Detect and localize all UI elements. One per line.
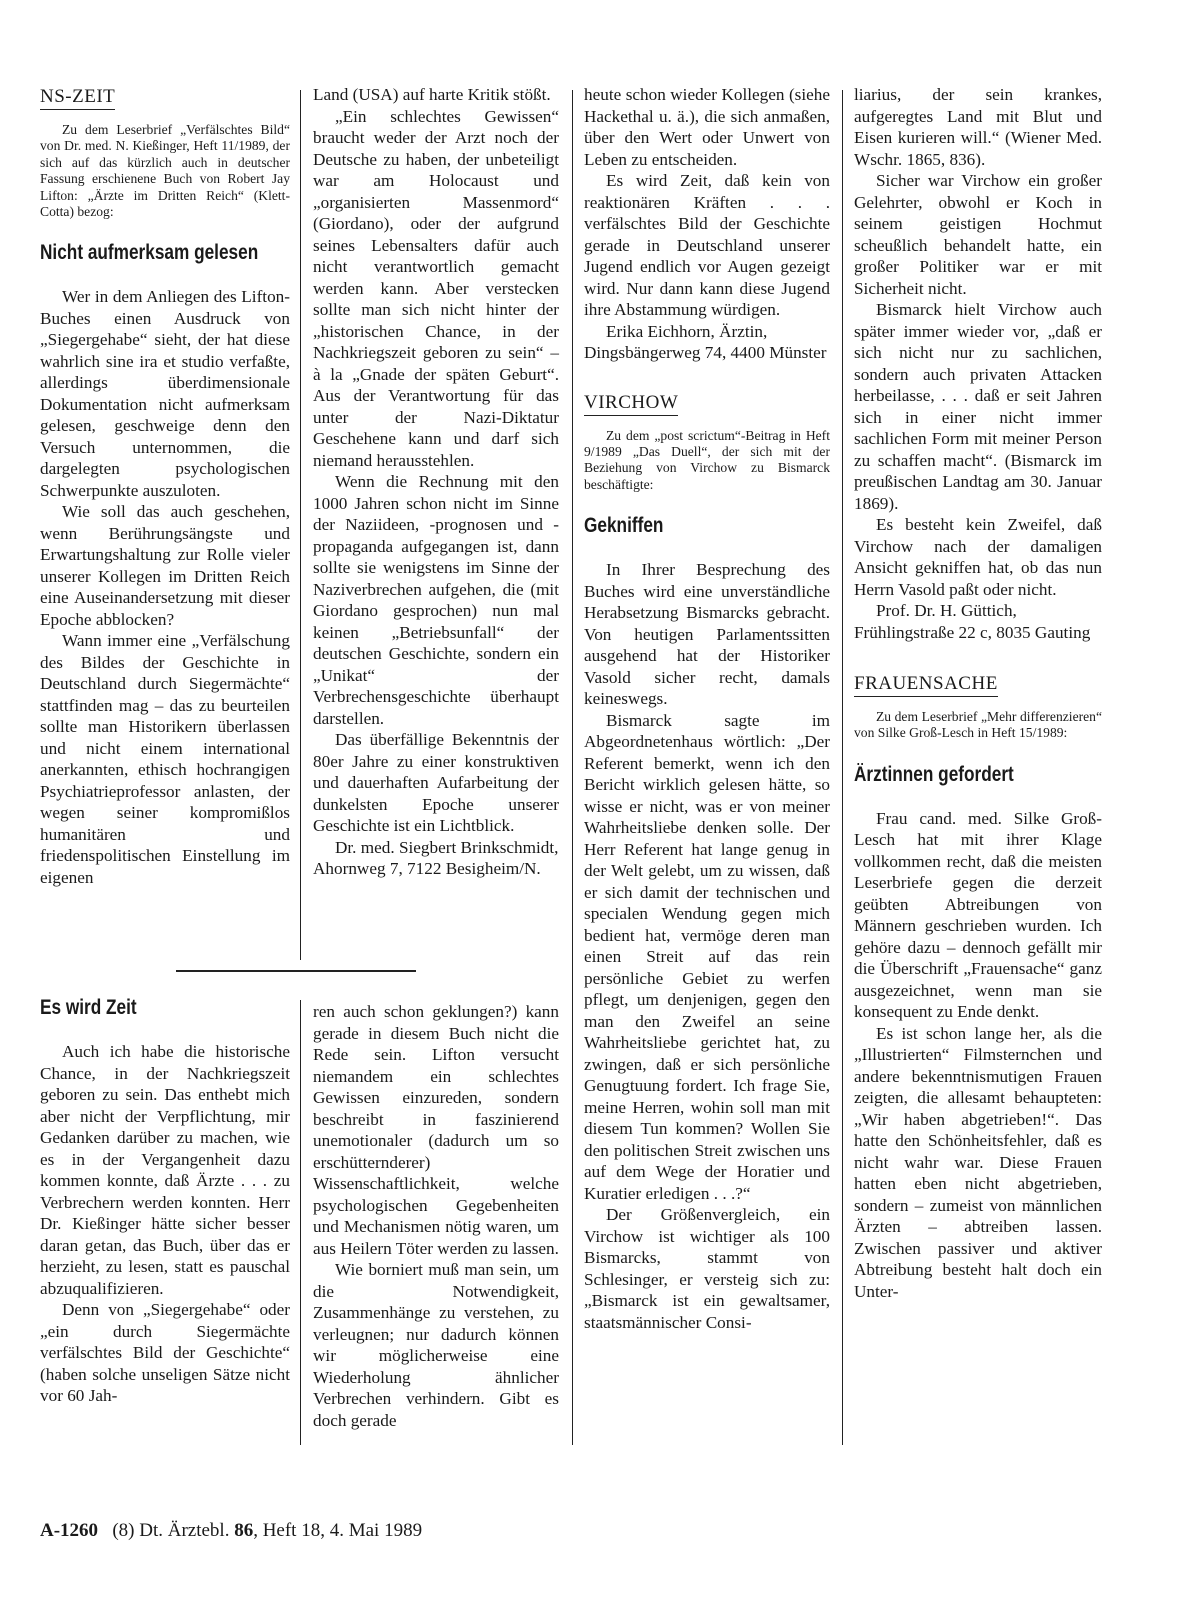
paragraph: Wann immer eine „Verfälschung des Bildes der Geschichte in Deutschland durch Siegermächte“ stattfinden mag – das zu beurteilen sollte man Historikern überlassen und nicht einem international anerkannten, ethisch hochrangigen Psychiatrieprofessor anlasten, der wegen seiner kompromißlos humanitären und friedenspolitischen Einstellung im eigenen (40, 631, 290, 887)
volume-number: 86 (234, 1520, 254, 1541)
paragraph: liarius, der sein krankes, aufgeregtes Land mit Blut und Eisen kurieren will.“ (Wiener Med. Wschr. 1865, 836). (854, 85, 1102, 169)
paragraph: heute schon wieder Kollegen (siehe Hackethal u. ä.), die sich anmaßen, über den Wert oder Unwert von Leben zu entscheiden. (584, 85, 830, 169)
column-4 (854, 84, 1102, 1302)
column-divider (842, 90, 843, 1445)
signature: Prof. Dr. H. Güttich, Frühlingstraße 22 c, 8035 Gauting (854, 601, 1091, 642)
paragraph: Wie borniert muß man sein, um die Notwendigkeit, Zusammenhänge zu verstehen, zu verleugnen; nur dadurch können wir möglicherweise eine Wiederholung ähnlicher Verbrechen verhindern. Gibt es doch gerade (313, 1260, 559, 1430)
letter-intro: Zu dem Leserbrief „Mehr differenzieren“ von Silke Groß-Lesch in Heft 15/1989: (854, 709, 1102, 741)
separator-rule (176, 970, 416, 972)
headline-gekniffen: Gekniffen (584, 514, 664, 538)
section-title-virchow: VIRCHOW (584, 392, 678, 416)
paragraph: Denn von „Siegergehabe“ oder „ein durch Siegermächte verfälschtes Bild der Geschichte“ (haben solche unseligen Sätze nicht vor 60 Jah- (40, 1300, 290, 1405)
paragraph: Es besteht kein Zweifel, daß Virchow nach der damaligen Ansicht gekniffen hat, ob das nun Herrn Vasold paßt oder nicht. (854, 515, 1102, 599)
page-footer (40, 1520, 422, 1542)
section-title-ns-zeit: NS-ZEIT (40, 86, 115, 110)
headline-es-wird-zeit: Es wird Zeit (40, 996, 137, 1019)
bottom-article-col-2 (313, 1001, 559, 1431)
citation-suffix: , Heft 18, 4. Mai 1989 (253, 1520, 423, 1541)
column-1 (40, 86, 290, 888)
paragraph: Land (USA) auf harte Kritik stößt. (313, 85, 551, 104)
paragraph: ren auch schon geklungen?) kann gerade in diesem Buch nicht die Rede sein. Lifton versucht niemandem ein schlechtes Gewissen einzureden, sondern beschreibt in faszinierend unemotionaler (dadurch um so erschütternderer) Wissenschaftlichkeit, welche psychologischen Gegebenheiten und Mechanismen nötig waren, um aus Heilern Töter werden zu lassen. (313, 1002, 559, 1258)
page-code: A-1260 (40, 1520, 99, 1541)
signature: Dr. med. Siegbert Brinkschmidt, Ahornweg 7, 7122 Besigheim/N. (313, 837, 559, 878)
paragraph: Frau cand. med. Silke Groß-Lesch hat mit ihrer Klage vollkommen recht, daß die meisten Leserbriefe gegen die derzeit geübten Abtreibungen von Männern geschrieben wurden. Ich gehöre dazu – dennoch gefällt mir die Überschrift „Frauensache“ ganz ausgezeichnet, wenn man sie konsequent zu Ende denkt. (854, 808, 1102, 1022)
column-divider (300, 90, 301, 960)
paragraph: Es wird Zeit, daß kein von reaktionären Kräften . . . verfälschtes Bild der Geschichte gerade in Deutschland unserer Jugend endlich vor Augen gezeigt wird. Nur dann kann diese Jugend ihre Abstammung würdigen. (584, 171, 830, 319)
letter-intro: Zu dem Leserbrief „Verfälschtes Bild“ von Dr. med. N. Kießinger, Heft 11/1989, der sich auf das kürzlich auch in deutscher Fassung erschienene Buch von Robert Jay Lifton: „Ärzte im Dritten Reich“ (Klett-Cotta) bezog: (40, 122, 290, 220)
bottom-article-col-1 (40, 995, 290, 1407)
paragraph: In Ihrer Besprechung des Buches wird eine unverständliche Herabsetzung Bismarcks gebracht. Von heutigen Parlamentssitten ausgehend hat der Historiker Vasold sicher recht, damals keineswegs. (584, 560, 830, 709)
paragraph: Bismarck sagte im Abgeordnetenhaus wörtlich: „Der Referent bemerkt, wenn ich den Bericht wirklich gelesen hätte, so wisse er nicht, was er von meiner Wahrheitsliebe denken solle. Der Herr Referent hat lange genug in der Welt gelebt, um zu wissen, daß er sich damit der technischen und specialen Wendung gegen mich bedient hat, vermöge deren man einen Streit auf das rein persönliche Gebiet zu werfen pflegt, um denjenigen, gegen den man den Zweifel an seine Wahrheitsliebe gerichtet hat, zu zwingen, daß er sich persönliche Genugtuung fordert. Ich frage Sie, meine Herren, wohin soll man mit diesem Tun kommen? Wollen Sie den politischen Streit zwischen uns auf dem Wege der Horatier und Kuratier erledigen . . .?“ (584, 710, 830, 1203)
paragraph: Der Größenvergleich, ein Virchow ist wichtiger als 100 Bismarcks, stammt von Schlesinger, er versteig sich zu: „Bismarck ist ein gewaltsamer, staatsmännischer Consi- (584, 1205, 830, 1332)
headline-nicht-aufmerksam: Nicht aufmerksam gelesen (40, 241, 259, 265)
column-2 (313, 84, 559, 880)
paragraph: Sicher war Virchow ein großer Gelehrter, obwohl er Koch in seinem geistigen Hochmut scheußlich behandelt hatte, ein großer Politiker war er mit Sicherheit nicht. (854, 171, 1102, 298)
letter-intro: Zu dem „post scrictum“-Beitrag in Heft 9/1989 „Das Duell“, der sich mit der Beziehung von Virchow zu Bismarck beschäftigte: (584, 427, 830, 492)
paragraph: Bismarck hielt Virchow auch später immer wieder vor, „daß er sich nicht nur zu sachlichen, sondern auch privaten Attacken herbeilasse, . . . daß er seit Jahren sich in einer nicht immer sachlichen Form mit meiner Person zu schaffen macht“. (Bismarck im preußischen Landtag am 30. Januar 1869). (854, 300, 1102, 513)
section-title-frauensache: FRAUENSACHE (854, 673, 998, 697)
paragraph: Auch ich habe die historische Chance, in der Nachkriegszeit geboren zu sein. Das enthebt mich aber nicht der Verpflichtung, mir Gedanken darüber zu machen, wie es in der Vergangenheit dazu kommen konnte, daß Ärzte . . . zu Verbrechern werden konnten. Herr Dr. Kießinger hätte sicher besser daran getan, das Buch, über das er herzieht, zu lesen, statt es pauschal abzuqualifizieren. (40, 1042, 290, 1298)
paragraph: Das überfällige Bekenntnis der 80er Jahre zu einer konstruktiven und dauerhaften Aufarbeitung der dunkelsten Epoche unserer Geschichte ist ein Lichtblick. (313, 730, 559, 835)
paragraph: Es ist schon lange her, als die „Illustrierten“ Filmsternchen und andere bekenntnismutigen Frauen zeigten, die allesamt behaupteten: „Wir haben abgetrieben!“. Das hatte den Schönheitsfehler, daß es nicht wahr war. Diese Frauen hatten eben nicht abgetrieben, sondern – zumeist von männlichen Ärzten – abtreiben lassen. Zwischen passiver und aktiver Abtreibung besteht halt doch ein Unter- (854, 1023, 1102, 1301)
headline-aerztinnen-gefordert: Ärztinnen gefordert (854, 762, 1014, 786)
paragraph: Wie soll das auch geschehen, wenn Berührungsängste und Erwartungshaltung zur Rolle vieler unserer Kollegen im Dritten Reich eine Auseinandersetzung mit dieser Epoche abblocken? (40, 502, 290, 629)
column-divider (572, 90, 573, 1445)
column-divider (300, 1000, 301, 1445)
paragraph: „Ein schlechtes Gewissen“ braucht weder der Arzt noch der Deutsche zu haben, der unbeteiligt war am Holocaust und „organisierten Massenmord“ (Giordano), oder der aufgrund seines Lebensalters dafür auch nicht verantwortlich gemacht werden kann. Aber verstecken sollte man sich nicht hinter der „historischen Chance, in der Nachkriegszeit geboren zu sein“ – à la „Gnade der späten Geburt“. Aus der Verantwortung für das unter der Nazi-Diktatur Geschehene kann und darf sich niemand herausstehlen. (313, 106, 559, 470)
citation-prefix: (8) Dt. Ärztebl. (112, 1520, 235, 1541)
paragraph: Wer in dem Anliegen des Lifton-Buches einen Ausdruck von „Siegergehabe“ sieht, der hat diese wahrlich sine ira et studio verfaßte, allerdings überdimensionale Dokumentation nicht aufmerksam gelesen, geschweige denn den Versuch unternommen, die dargelegten psychologischen Schwerpunkte auszuloten. (40, 287, 290, 500)
signature: Erika Eichhorn, Ärztin, Dingsbängerweg 74, 4400 Münster (584, 321, 827, 362)
column-3 (584, 84, 830, 1333)
paragraph: Wenn die Rechnung mit den 1000 Jahren schon nicht im Sinne der Naziideen, -prognosen und -propaganda aufgegangen ist, dann sollte sie wenigstens im Sinne der Naziverbrechen aufgehen, die (mit Giordano gesprochen) nun mal keinen „Betriebsunfall“ der deutschen Geschichte, sondern ein „Unikat“ der Verbrechensgeschichte überhaupt darstellen. (313, 472, 559, 728)
